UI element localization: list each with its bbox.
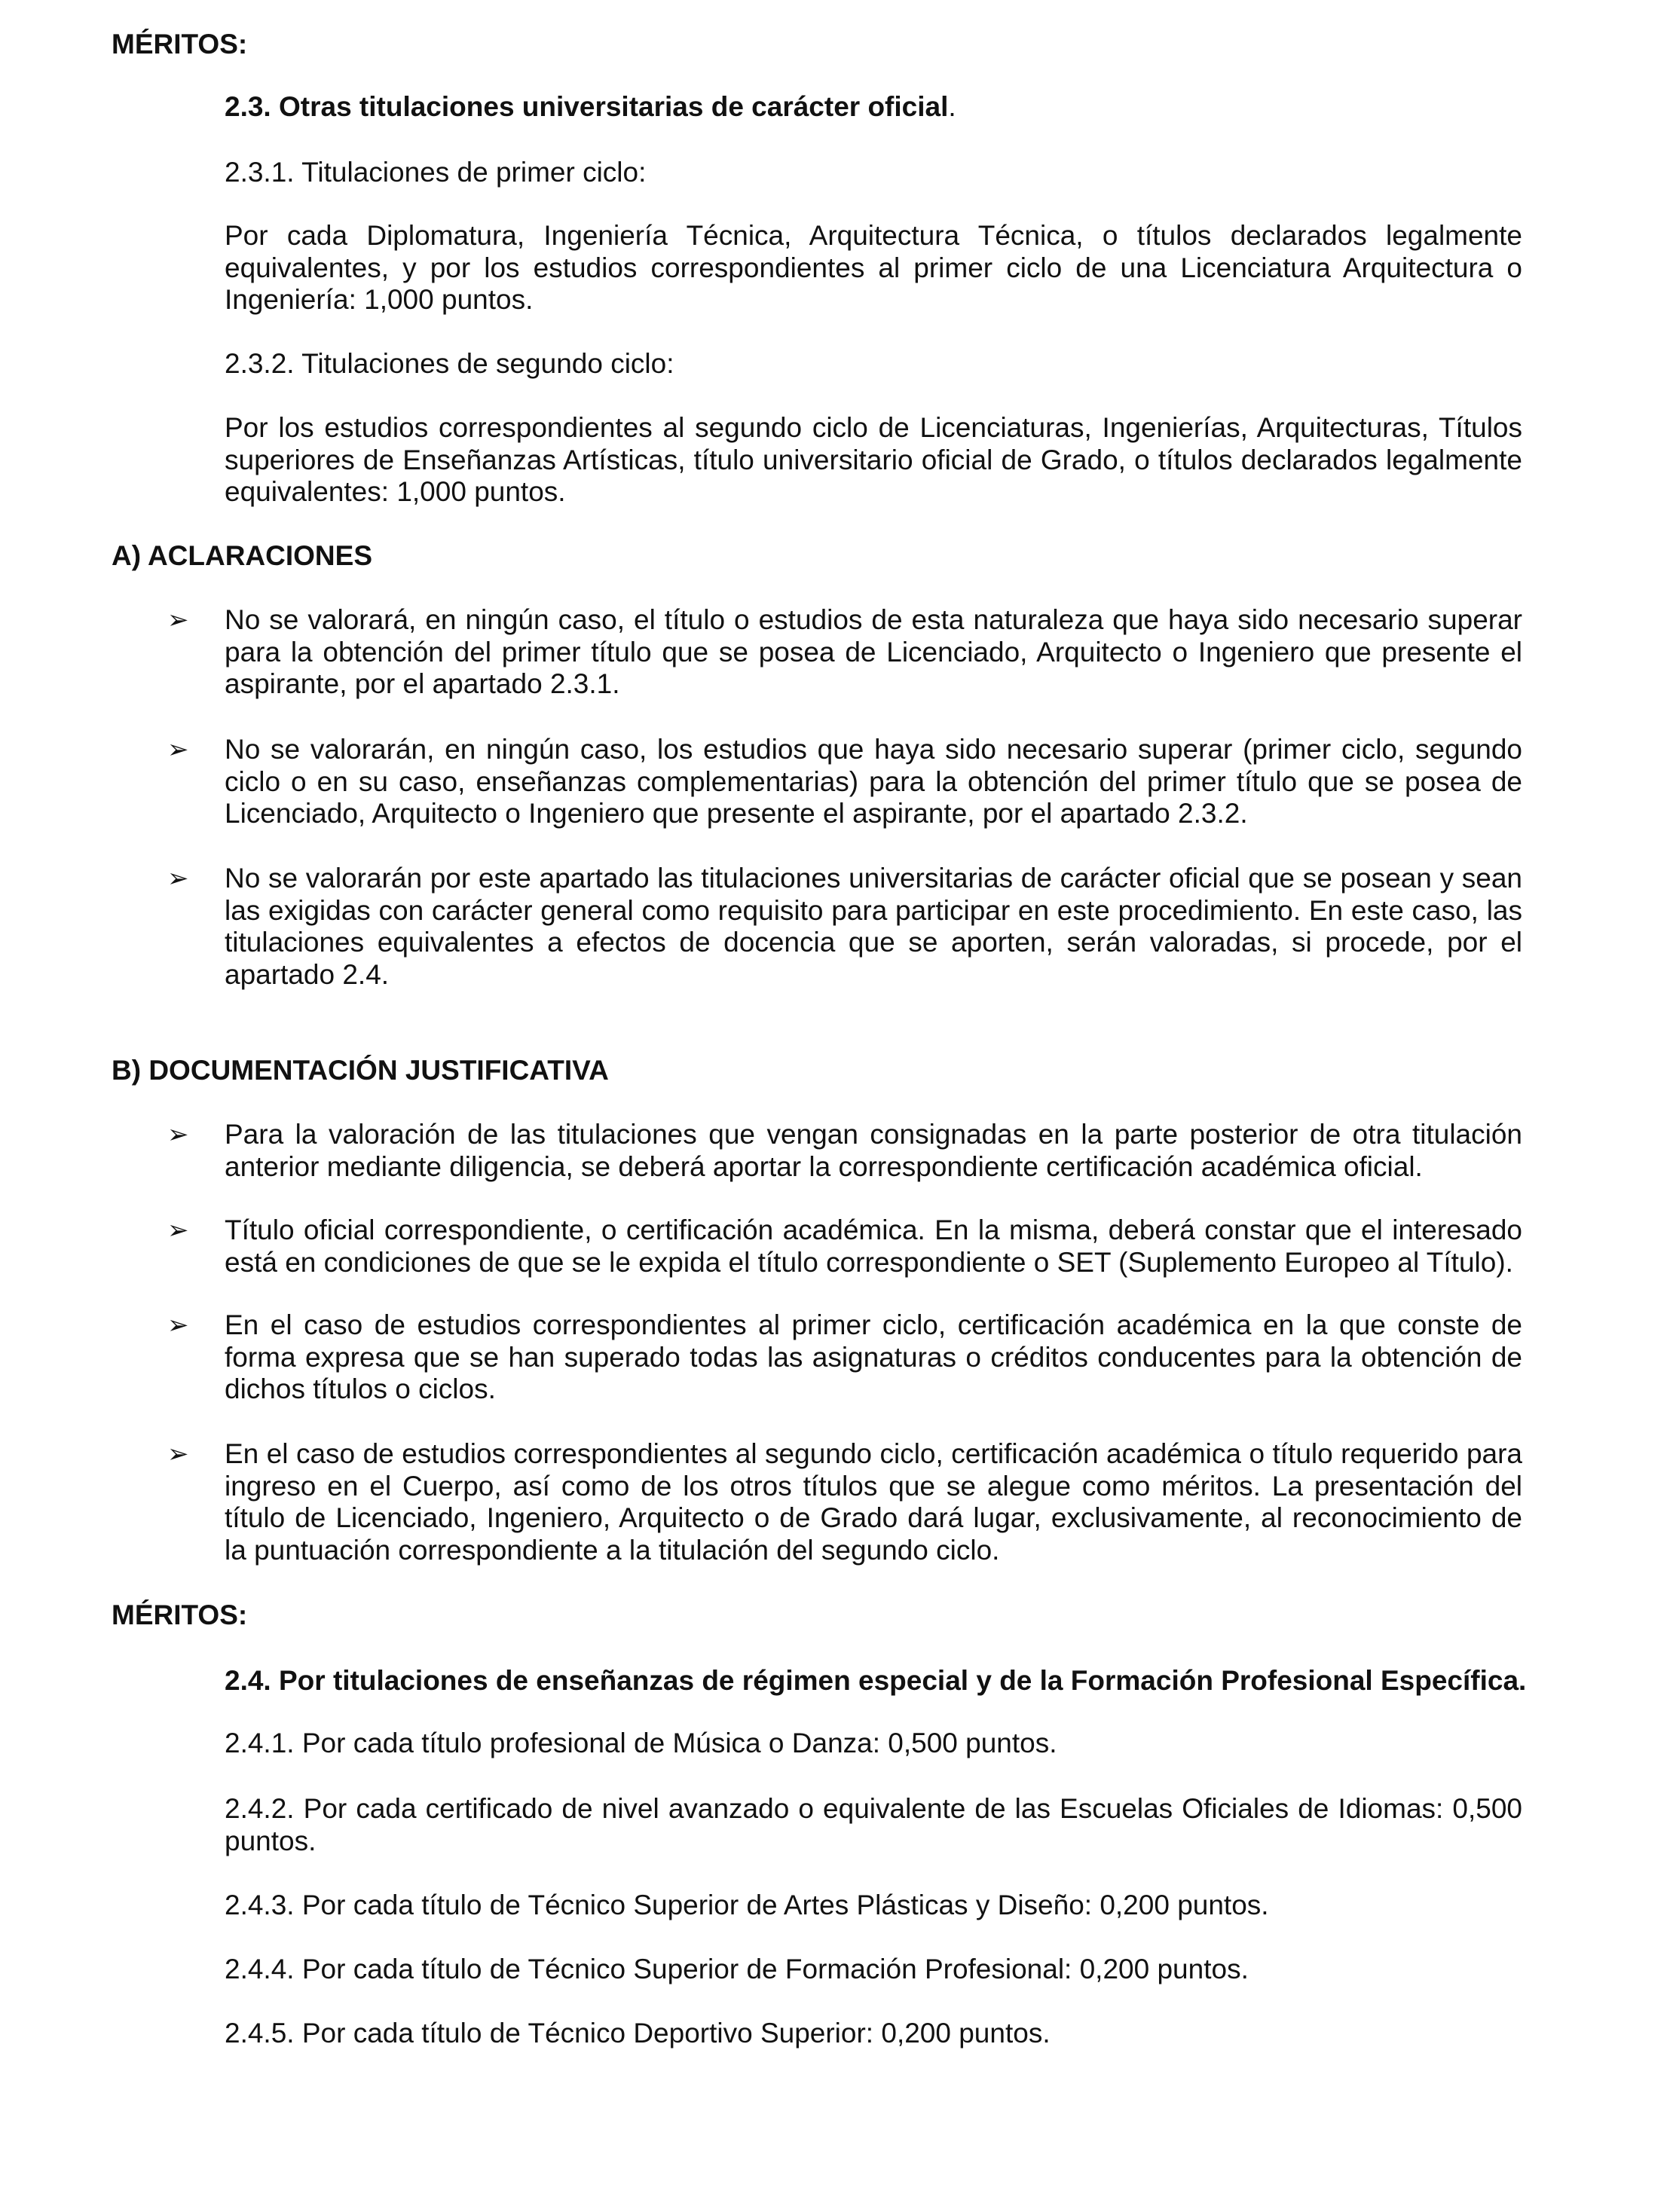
paragraph-2-3-2: Por los estudios correspondientes al segundo ciclo de Licenciaturas, Ingenierías, Arquitecturas, Títulos superiores de Enseñanzas Artísticas, título universitario oficial de Grado, o títulos declarados legalmente equivalentes: 1,000 puntos. [225, 412, 1522, 507]
documentacion-item [167, 1309, 1522, 1406]
item-text: En el caso de estudios correspondientes al segundo ciclo, certificación académica o título requerido para ingreso en el Cuerpo, así como de los otros títulos que se alegue como méritos. La presentación del título de Licenciado, Ingeniero, Arquitecto o de Grado dará lugar, exclusivamente, al reconocimiento de la puntuación correspondiente a la titulación del segundo ciclo. [225, 1438, 1522, 1566]
section-title-text: 2.3. Otras titulaciones universitarias de carácter oficial [225, 91, 949, 122]
aclaracion-item [167, 734, 1522, 830]
arrow-bullet-icon: ➢ [167, 864, 189, 893]
aclaracion-item [167, 863, 1522, 991]
arrow-bullet-icon: ➢ [167, 735, 189, 764]
documentacion-item [167, 1214, 1522, 1279]
item-2-4-2: 2.4.2. Por cada certificado de nivel avanzado o equivalente de las Escuelas Oficiales de Idiomas: 0,500 puntos. [225, 1793, 1522, 1856]
aclaraciones-heading: A) ACLARACIONES [112, 540, 373, 571]
section-title-period: . [948, 91, 956, 122]
item-text: Para la valoración de las titulaciones que vengan consignadas en la parte posterior de otra titulación anterior mediante diligencia, se deberá aportar la correspondiente certificación académica oficial. [225, 1119, 1522, 1182]
meritos-heading: MÉRITOS: [112, 29, 248, 60]
arrow-bullet-icon: ➢ [167, 1216, 189, 1245]
meritos-heading: MÉRITOS: [112, 1599, 248, 1630]
subsection-2-3-1: 2.3.1. Titulaciones de primer ciclo: [225, 157, 647, 188]
item-text: No se valorarán, en ningún caso, los estudios que haya sido necesario superar (primer ciclo, segundo ciclo o en su caso, enseñanzas complementarias) para la obtención del primer título que se posea de Licenciado, Arquitecto o Ingeniero que presente el aspirante, por el apartado 2.3.2. [225, 734, 1522, 829]
subsection-2-3-2: 2.3.2. Titulaciones de segundo ciclo: [225, 348, 674, 379]
documentacion-heading: B) DOCUMENTACIÓN JUSTIFICATIVA [112, 1055, 609, 1086]
item-text: No se valorará, en ningún caso, el título o estudios de esta naturaleza que haya sido necesario superar para la obtención del primer título que se posea de Licenciado, Arquitecto o Ingeniero que presente el aspirante, por el apartado 2.3.1. [225, 604, 1522, 699]
arrow-bullet-icon: ➢ [167, 1120, 189, 1149]
arrow-bullet-icon: ➢ [167, 1311, 189, 1340]
item-text: No se valorarán por este apartado las titulaciones universitarias de carácter oficial que se posean y sean las exigidas con carácter general como requisito para participar en este procedimiento. En este caso, las titulaciones equivalentes a efectos de docencia que se aporten, serán valoradas, si procede, por el apartado 2.4. [225, 863, 1522, 990]
item-2-4-4: 2.4.4. Por cada título de Técnico Superior de Formación Profesional: 0,200 puntos. [225, 1954, 1249, 1984]
arrow-bullet-icon: ➢ [167, 1440, 189, 1468]
paragraph-2-3-1: Por cada Diplomatura, Ingeniería Técnica, Arquitectura Técnica, o títulos declarados legalmente equivalentes, y por los estudios correspondientes al primer ciclo de una Licenciatura Arquitectura o Ingeniería: 1,000 puntos. [225, 220, 1522, 315]
item-2-4-1: 2.4.1. Por cada título profesional de Música o Danza: 0,500 puntos. [225, 1728, 1057, 1758]
item-2-4-3: 2.4.3. Por cada título de Técnico Superior de Artes Plásticas y Diseño: 0,200 puntos. [225, 1890, 1269, 1920]
documentacion-item [167, 1438, 1522, 1566]
section-2-3-title [225, 91, 1522, 124]
item-text: Título oficial correspondiente, o certificación académica. En la misma, deberá constar que el interesado está en condiciones de que se le expida el título correspondiente o SET (Suplemento Europeo al Título). [225, 1214, 1522, 1278]
documentacion-item [167, 1119, 1522, 1183]
arrow-bullet-icon: ➢ [167, 606, 189, 634]
item-2-4-5: 2.4.5. Por cada título de Técnico Deportivo Superior: 0,200 puntos. [225, 2018, 1051, 2049]
section-2-4-title: 2.4. Por titulaciones de enseñanzas de régimen especial y de la Formación Profesional Específica. [225, 1665, 1527, 1696]
item-text: En el caso de estudios correspondientes al primer ciclo, certificación académica en la que conste de forma expresa que se han superado todas las asignaturas o créditos conducentes para la obtención de dichos títulos o ciclos. [225, 1309, 1522, 1404]
aclaracion-item [167, 604, 1522, 701]
